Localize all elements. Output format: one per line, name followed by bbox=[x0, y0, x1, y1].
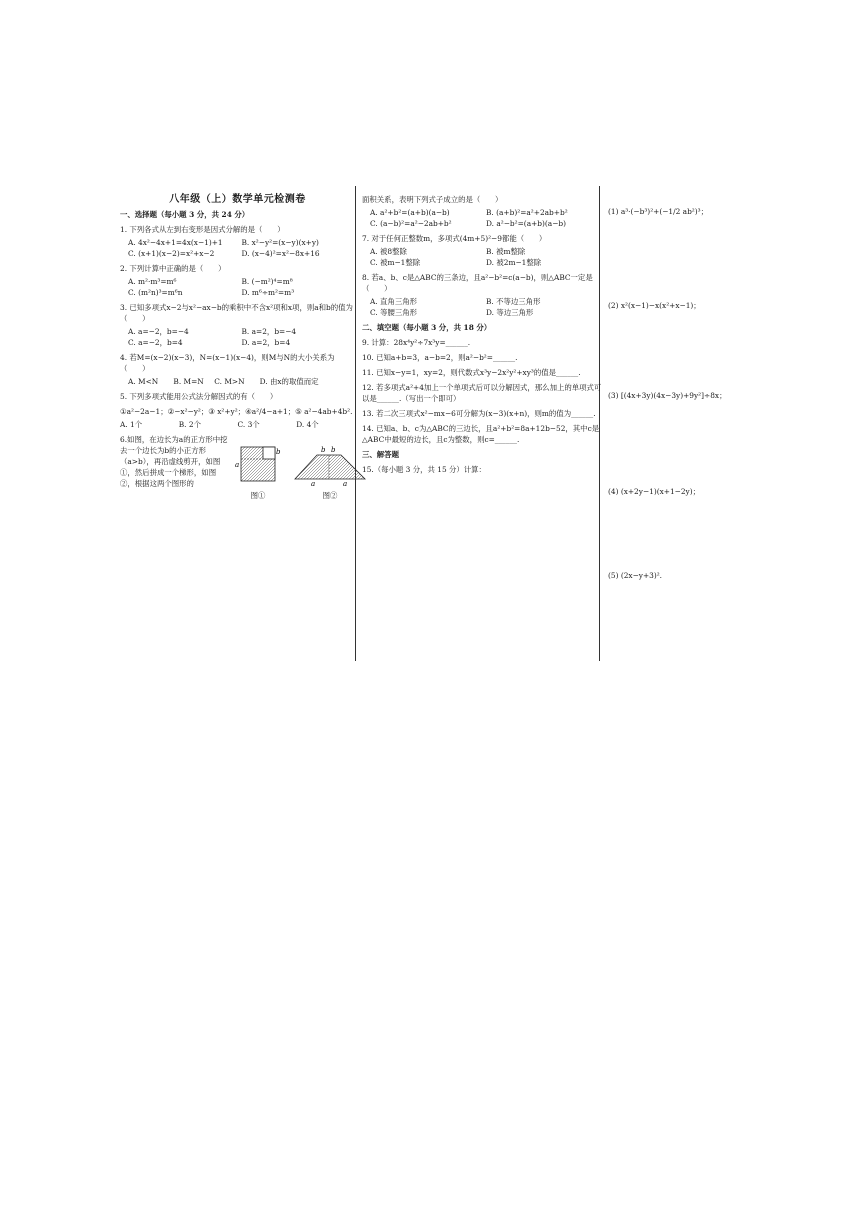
option-c: C. 3个 bbox=[237, 420, 260, 429]
option-a: A. 直角三角形 bbox=[370, 297, 417, 306]
question-5: 5. 下列多项式能用公式法分解因式的有（ ） bbox=[120, 392, 278, 401]
question-14: 14. 已知a、b、c为△ABC的三边长，且a²+b²=8a+12b−52，其中c是△ABC中最短的边长，且c为整数，则c=______. bbox=[362, 424, 600, 444]
section-choice: 一、选择题（每小题 3 分，共 24 分） bbox=[120, 210, 250, 219]
option-b: B. a=2，b=−4 bbox=[241, 327, 297, 336]
section-fill: 二、填空题（每小题 3 分，共 18 分） bbox=[362, 323, 492, 332]
question-5-options bbox=[120, 419, 355, 430]
option-c: C. (x+1)(x−2)=x²+x−2 bbox=[128, 249, 215, 258]
label-b: b bbox=[276, 448, 281, 456]
question-12: 12. 若多项式a²+4加上一个单项式后可以分解因式，那么加上的单项式可以是______.（写出一个即可） bbox=[362, 383, 602, 403]
option-d: D. 被2m−1整除 bbox=[486, 258, 542, 267]
option-a: A. a=−2，b=−4 bbox=[128, 327, 189, 336]
option-b: B. x²−y²=(x−y)(x+y) bbox=[241, 238, 319, 247]
calc-5: (5) (2x−y+3)². bbox=[608, 571, 663, 580]
question-6-continued: 面积关系，表明下列式子成立的是（ ） bbox=[362, 195, 503, 204]
figure-2-caption: 图② bbox=[322, 491, 338, 500]
figure-1-square bbox=[235, 445, 281, 487]
label-b-top-2: b bbox=[331, 446, 336, 454]
label-a-bottom-2: a bbox=[343, 480, 348, 487]
question-4: 4. 若M=(x−2)(x−3)，N=(x−1)(x−4)，则M与N的大小关系为（ ） bbox=[120, 353, 335, 373]
option-c: C. (m²n)³=m⁶n bbox=[128, 288, 183, 297]
label-a: a bbox=[235, 461, 240, 469]
option-b: B. 2个 bbox=[178, 420, 201, 429]
question-3: 3. 已知多项式x−2与x²−ax−b的乘积中不含x²项和x项，则a和b的值为（ ） bbox=[120, 303, 353, 323]
calc-4: (4) (x+2y−1)(x+1−2y)； bbox=[608, 487, 701, 496]
column-2 bbox=[362, 186, 602, 475]
question-1-options bbox=[120, 237, 355, 259]
figure-2 bbox=[293, 445, 367, 501]
figure-1-caption: 图① bbox=[250, 491, 266, 500]
label-a-bottom-1: a bbox=[311, 480, 316, 487]
question-7: 7. 对于任何正整数m，多项式(4m+5)²−9都能（ ） bbox=[362, 234, 547, 243]
figure-2-trapezoid bbox=[293, 445, 367, 487]
column-divider-1 bbox=[355, 186, 356, 661]
calc-2: (2) x²(x−1)−x(x²+x−1)； bbox=[608, 301, 701, 310]
option-d: D. m⁶÷m²=m³ bbox=[241, 288, 295, 297]
option-d: D. 等边三角形 bbox=[486, 308, 534, 317]
option-a: A. 被8整除 bbox=[370, 247, 407, 256]
question-8-options bbox=[362, 296, 602, 318]
question-5-items: ①a²−2a−1；②−x²−y²；③ x²+y²；④a²/4−a+1；⑤ a²−4ab+4b². bbox=[120, 407, 353, 416]
option-a: A. m²·m³=m⁶ bbox=[128, 277, 177, 286]
option-c: C. a=−2，b=4 bbox=[128, 338, 183, 347]
option-b: B. 被m整除 bbox=[486, 247, 526, 256]
option-b: B. M=N bbox=[173, 377, 204, 386]
calc-1: (1) a³·(−b³)²+(−1/2 ab²)³； bbox=[608, 207, 709, 216]
column-1 bbox=[120, 186, 355, 501]
question-3-options bbox=[120, 326, 355, 348]
option-a: A. 1个 bbox=[120, 420, 143, 429]
question-8: 8. 若a、b、c是△ABC的三条边，且a²−b²=c(a−b)，则△ABC一定是（ ） bbox=[362, 273, 593, 293]
question-13: 13. 若二次三项式x²−mx−6可分解为(x−3)(x+n)，则m的值为______. bbox=[362, 409, 596, 418]
question-6: 6.如图，在边长为a的正方形中挖去一个边长为b的小正方形（a>b），再沿虚线剪开，如图①，然后拼成一个梯形，如图②，根据这两个图形的 bbox=[120, 435, 228, 488]
option-d: D. 4个 bbox=[296, 420, 319, 429]
option-d: D. 由x的取值而定 bbox=[259, 377, 319, 386]
option-b: B. 不等边三角形 bbox=[486, 297, 541, 306]
question-10: 10. 已知a+b=3，a−b=2，则a²−b²=______. bbox=[362, 353, 518, 362]
option-c: C. 等腰三角形 bbox=[370, 308, 418, 317]
calc-3: (3) [(4x+3y)(4x−3y)+9y²]÷8x； bbox=[608, 391, 727, 400]
question-9: 9. 计算：28x⁴y²÷7x³y=______. bbox=[362, 338, 471, 347]
column-3 bbox=[608, 186, 733, 628]
question-2: 2. 下列计算中正确的是（ ） bbox=[120, 264, 226, 273]
option-d: D. a²−b²=(a+b)(a−b) bbox=[486, 219, 567, 228]
option-c: C. 被m−1整除 bbox=[370, 258, 421, 267]
option-d: D. a=2，b=4 bbox=[241, 338, 291, 347]
question-6-figures bbox=[235, 445, 355, 501]
option-b: B. (−m²)⁴=m⁸ bbox=[241, 277, 293, 286]
question-6-options bbox=[362, 207, 602, 229]
question-1: 1. 下列各式从左到右变形是因式分解的是（ ） bbox=[120, 225, 285, 234]
question-4-options bbox=[120, 376, 355, 387]
question-2-options bbox=[120, 276, 355, 298]
option-b: B. (a+b)²=a²+2ab+b² bbox=[486, 208, 568, 217]
figure-1 bbox=[235, 445, 281, 501]
option-c: C. M>N bbox=[214, 377, 245, 386]
label-b-top-1: b bbox=[321, 446, 326, 454]
option-a: A. a²+b²=(a+b)(a−b) bbox=[370, 208, 450, 217]
option-d: D. (x−4)²=x²−8x+16 bbox=[241, 249, 320, 258]
option-c: C. (a−b)²=a²−2ab+b² bbox=[370, 219, 452, 228]
exam-title: 八年级（上）数学单元检测卷 bbox=[169, 194, 306, 205]
exam-sheet bbox=[112, 186, 732, 661]
option-a: A. M<N bbox=[128, 377, 159, 386]
question-11: 11. 已知x−y=1，xy=2，则代数式x³y−2x²y²+xy³的值是______. bbox=[362, 368, 581, 377]
question-7-options bbox=[362, 246, 602, 268]
section-answer: 三、解答题 bbox=[362, 450, 399, 459]
option-a: A. 4x²−4x+1=4x(x−1)+1 bbox=[128, 238, 223, 247]
question-15: 15.（每小题 3 分，共 15 分）计算： bbox=[362, 465, 486, 474]
